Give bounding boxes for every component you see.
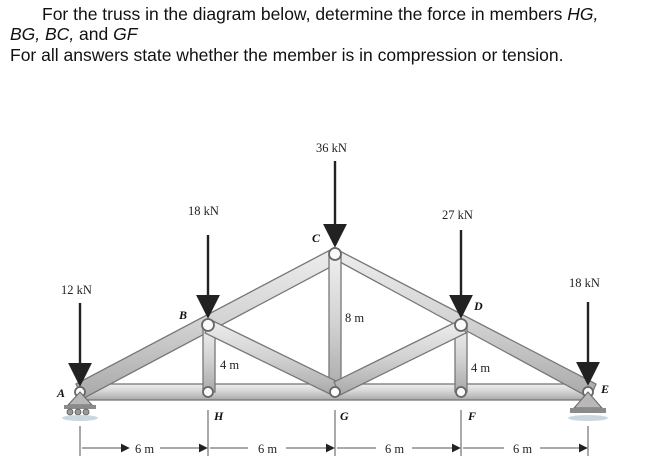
question-text-1: For the truss in the diagram below, determine the force in members bbox=[42, 4, 568, 24]
height-label-center: 8 m bbox=[345, 311, 365, 325]
pin-f bbox=[456, 387, 466, 397]
truss-members bbox=[76, 248, 596, 400]
load-label-c: 36 kN bbox=[316, 141, 347, 155]
span-label-1: 6 m bbox=[135, 442, 155, 456]
pin-d bbox=[455, 319, 467, 331]
member-cg bbox=[329, 256, 341, 392]
member-bg-bc: BG, BC, bbox=[10, 24, 75, 44]
joint-label-g: G bbox=[340, 409, 349, 423]
load-label-d: 27 kN bbox=[442, 208, 473, 222]
joint-label-a: A bbox=[57, 386, 66, 400]
question-line-3: For all answers state whether the member is in compression or tension. bbox=[10, 45, 564, 65]
span-label-2: 6 m bbox=[258, 442, 278, 456]
joint-label-c: C bbox=[312, 231, 321, 245]
load-label-e: 18 kN bbox=[569, 276, 600, 290]
pin-c bbox=[329, 248, 341, 260]
span-label-3: 6 m bbox=[385, 442, 405, 456]
load-label-b: 18 kN bbox=[188, 204, 219, 218]
joint-label-h: H bbox=[214, 409, 224, 423]
pin-b bbox=[202, 319, 214, 331]
question-and: and bbox=[74, 24, 114, 44]
load-label-a: 12 kN bbox=[61, 283, 92, 297]
span-label-4: 6 m bbox=[513, 442, 533, 456]
height-label-left: 4 m bbox=[220, 358, 240, 372]
pin-g bbox=[330, 387, 340, 397]
height-label-right: 4 m bbox=[471, 361, 491, 375]
member-hg: HG, bbox=[567, 4, 599, 24]
joint-label-d: D bbox=[474, 299, 483, 313]
joint-label-e: E bbox=[601, 382, 610, 396]
pin-h bbox=[203, 387, 213, 397]
joint-label-b: B bbox=[179, 308, 188, 322]
member-gf: GF bbox=[113, 24, 138, 44]
span-dimensions bbox=[80, 410, 588, 456]
joint-label-f: F bbox=[468, 409, 477, 423]
